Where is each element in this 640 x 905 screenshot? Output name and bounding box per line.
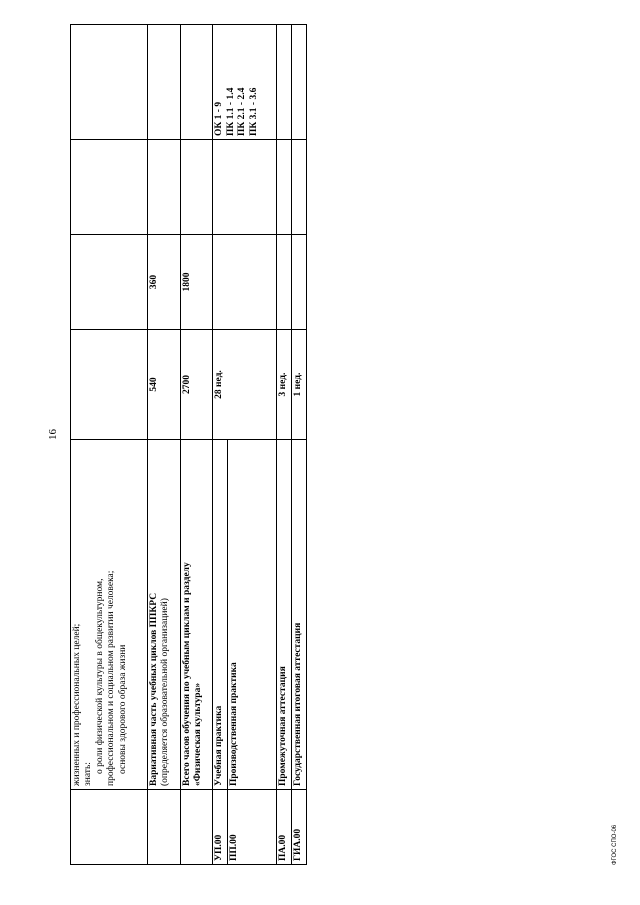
empty-cell <box>213 140 277 235</box>
empty-cell <box>277 140 292 235</box>
competency-code: ПК 2.1 - 2.4 <box>237 87 248 136</box>
code-cell: УП.00 <box>213 790 228 865</box>
table-row <box>147 25 180 865</box>
table-row <box>71 25 148 865</box>
document-footer: ФГОС СПО-06 <box>612 824 618 865</box>
name-cell: Промежуточная аттестация <box>277 440 292 790</box>
competencies-cell <box>180 25 213 140</box>
competencies-cell <box>147 25 180 140</box>
hours-required-cell: 1800 <box>180 235 213 330</box>
name-cell <box>147 440 180 790</box>
name-cell: Государственная итоговая аттестация <box>292 440 307 790</box>
competency-code: ПК 3.1 - 3.6 <box>248 87 259 136</box>
empty-cell <box>180 140 213 235</box>
table-row <box>277 25 292 865</box>
table-row <box>213 25 228 865</box>
row-name-sub: «Физическая культура» <box>193 682 204 786</box>
knowledge-cell <box>71 440 148 790</box>
empty-cell <box>71 25 148 140</box>
hours-max-cell: 3 нед. <box>277 330 292 440</box>
hours-max-cell: 28 нед. <box>213 330 277 440</box>
table-row <box>292 25 307 865</box>
table-row <box>180 25 213 865</box>
empty-cell <box>71 330 148 440</box>
knowledge-line: о роли физической культуры в общекультурном, <box>94 578 105 774</box>
code-cell <box>71 790 148 865</box>
knowledge-line: жизненных и профессиональных целей; <box>72 623 82 786</box>
hours-required-cell: 360 <box>147 235 180 330</box>
name-cell: Учебная практика <box>213 440 228 790</box>
knowledge-line: профессиональном и социальном развитии человека; <box>106 570 117 786</box>
empty-cell <box>71 140 148 235</box>
empty-cell <box>147 140 180 235</box>
row-name-sub: (определяется образовательной организацией) <box>160 598 171 786</box>
empty-cell <box>277 25 292 140</box>
code-cell: ГИА.00 <box>292 790 307 865</box>
name-cell: Производственная практика <box>228 440 277 790</box>
hours-max-cell: 1 нед. <box>292 330 307 440</box>
curriculum-table <box>70 24 307 865</box>
code-cell: ПП.00 <box>228 790 277 865</box>
row-name: Вариативная часть учебных циклов ППКРС <box>148 592 159 786</box>
empty-cell <box>213 235 277 330</box>
name-cell <box>180 440 213 790</box>
knowledge-line: знать: <box>83 762 94 786</box>
page-number: 16 <box>47 429 59 440</box>
empty-cell <box>71 235 148 330</box>
competency-code: ПК 1.1 - 1.4 <box>225 87 236 136</box>
empty-cell <box>277 235 292 330</box>
empty-cell <box>292 140 307 235</box>
row-name: Всего часов обучения по учебным циклам и разделу <box>181 562 192 786</box>
code-cell: ПА.00 <box>277 790 292 865</box>
knowledge-line: основы здорового образа жизни <box>117 644 128 774</box>
hours-max-cell: 2700 <box>180 330 213 440</box>
code-cell <box>180 790 213 865</box>
code-cell <box>147 790 180 865</box>
empty-cell <box>292 25 307 140</box>
competency-code: ОК 1 - 9 <box>214 101 225 136</box>
curriculum-table-rotated <box>70 25 307 865</box>
empty-cell <box>292 235 307 330</box>
competencies-cell <box>213 25 277 140</box>
hours-max-cell: 540 <box>147 330 180 440</box>
